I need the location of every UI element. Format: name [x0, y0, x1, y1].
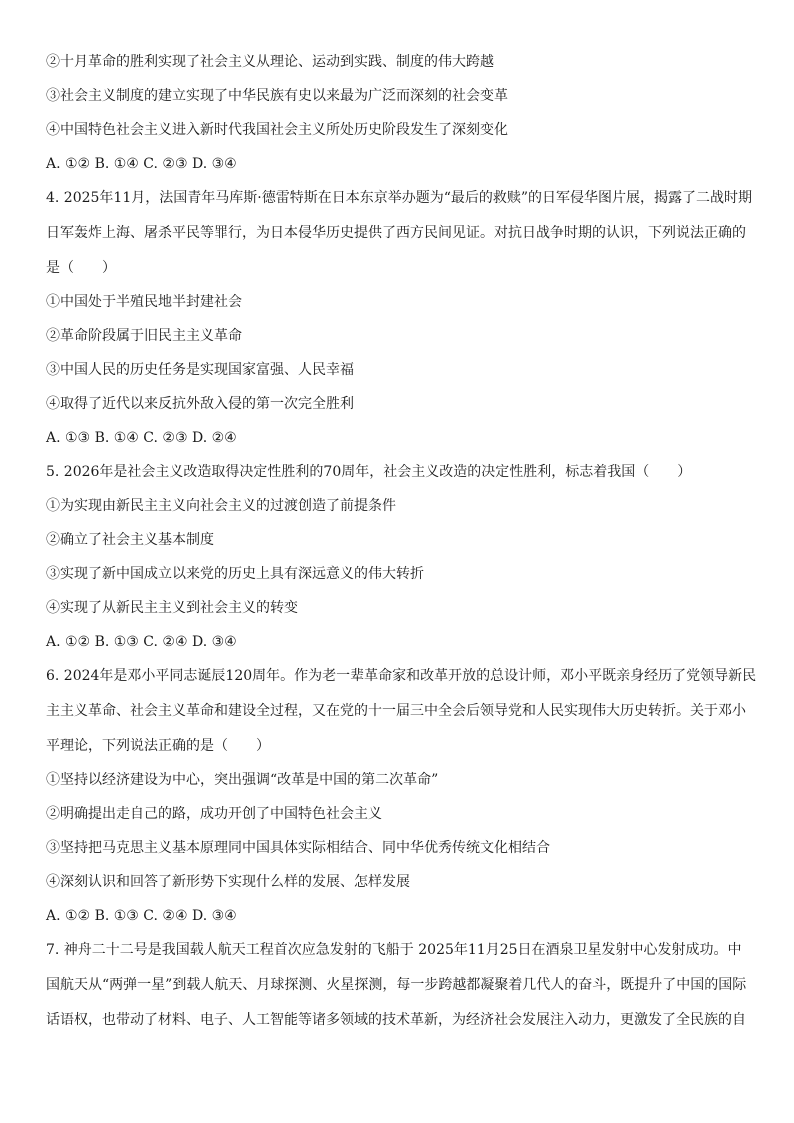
q7-stem-line-3: 话语权，也带动了材料、电子、人工智能等诸多领域的技术革新，为经济社会发展注入动力，更激发了全民族的自	[46, 1012, 746, 1028]
q4-option-3: ③中国人民的历史任务是实现国家富强、人民幸福	[46, 362, 354, 378]
q6-option-4: ④深刻认识和回答了新形势下实现什么样的发展、怎样发展	[46, 874, 410, 890]
q3-option-3: ③社会主义制度的建立实现了中华民族有史以来最为广泛而深刻的社会变革	[46, 88, 508, 104]
q4-stem-line-1: 4. 2025年11月，法国青年马库斯·德雷特斯在日本东京举办题为“最后的救赎”的日军侵华图片展，揭露了二战时期	[46, 190, 753, 206]
q6-choices: A. ①② B. ①③ C. ②④ D. ③④	[46, 908, 237, 924]
q4-option-4: ④取得了近代以来反抗外敌入侵的第一次完全胜利	[46, 396, 354, 412]
q4-stem-line-3: 是（ ）	[46, 260, 116, 276]
q3-option-2: ②十月革命的胜利实现了社会主义从理论、运动到实践、制度的伟大跨越	[46, 54, 494, 70]
exam-page	[46, 52, 776, 1030]
q6-option-3: ③坚持把马克思主义基本原理同中国具体实际相结合、同中华优秀传统文化相结合	[46, 840, 550, 856]
q6-stem-line-2: 主主义革命、社会主义革命和建设全过程，又在党的十一届三中全会后领导党和人民实现伟大历史转折。关于邓小	[46, 703, 746, 719]
q5-option-2: ②确立了社会主义基本制度	[46, 532, 214, 548]
q4-option-1: ①中国处于半殖民地半封建社会	[46, 294, 242, 310]
q7-stem-line-2: 国航天从“两弹一星”到载人航天、月球探测、火星探测，每一步跨越都凝聚着几代人的奋斗，既提升了中国的国际	[46, 977, 747, 993]
q6-stem-line-3: 平理论，下列说法正确的是（ ）	[46, 738, 270, 754]
q7-stem-line-1: 7. 神舟二十二号是我国载人航天工程首次应急发射的飞船于 2025年11月25日在酒泉卫星发射中心发射成功。中	[46, 942, 742, 958]
q4-choices: A. ①③ B. ①④ C. ②③ D. ②④	[46, 430, 237, 446]
q3-option-4: ④中国特色社会主义进入新时代我国社会主义所处历史阶段发生了深刻变化	[46, 122, 508, 138]
q4-stem-line-2: 日军轰炸上海、屠杀平民等罪行，为日本侵华历史提供了西方民间见证。对抗日战争时期的认识，下列说法正确的	[46, 225, 746, 241]
q3-choices: A. ①② B. ①④ C. ②③ D. ③④	[46, 156, 237, 172]
q5-option-1: ①为实现由新民主主义向社会主义的过渡创造了前提条件	[46, 498, 396, 514]
q5-option-3: ③实现了新中国成立以来党的历史上具有深远意义的伟大转折	[46, 566, 424, 582]
q6-option-1: ①坚持以经济建设为中心，突出强调“改革是中国的第二次革命”	[46, 772, 439, 788]
q6-stem-line-1: 6. 2024年是邓小平同志诞辰120周年。作为老一辈革命家和改革开放的总设计师，邓小平既亲身经历了党领导新民	[46, 668, 757, 684]
q5-option-4: ④实现了从新民主主义到社会主义的转变	[46, 600, 298, 616]
q6-option-2: ②明确提出走自己的路，成功开创了中国特色社会主义	[46, 806, 382, 822]
q4-option-2: ②革命阶段属于旧民主主义革命	[46, 328, 242, 344]
q5-choices: A. ①② B. ①③ C. ②④ D. ③④	[46, 634, 237, 650]
q5-stem-line-1: 5. 2026年是社会主义改造取得决定性胜利的70周年，社会主义改造的决定性胜利，标志着我国（ ）	[46, 464, 692, 480]
